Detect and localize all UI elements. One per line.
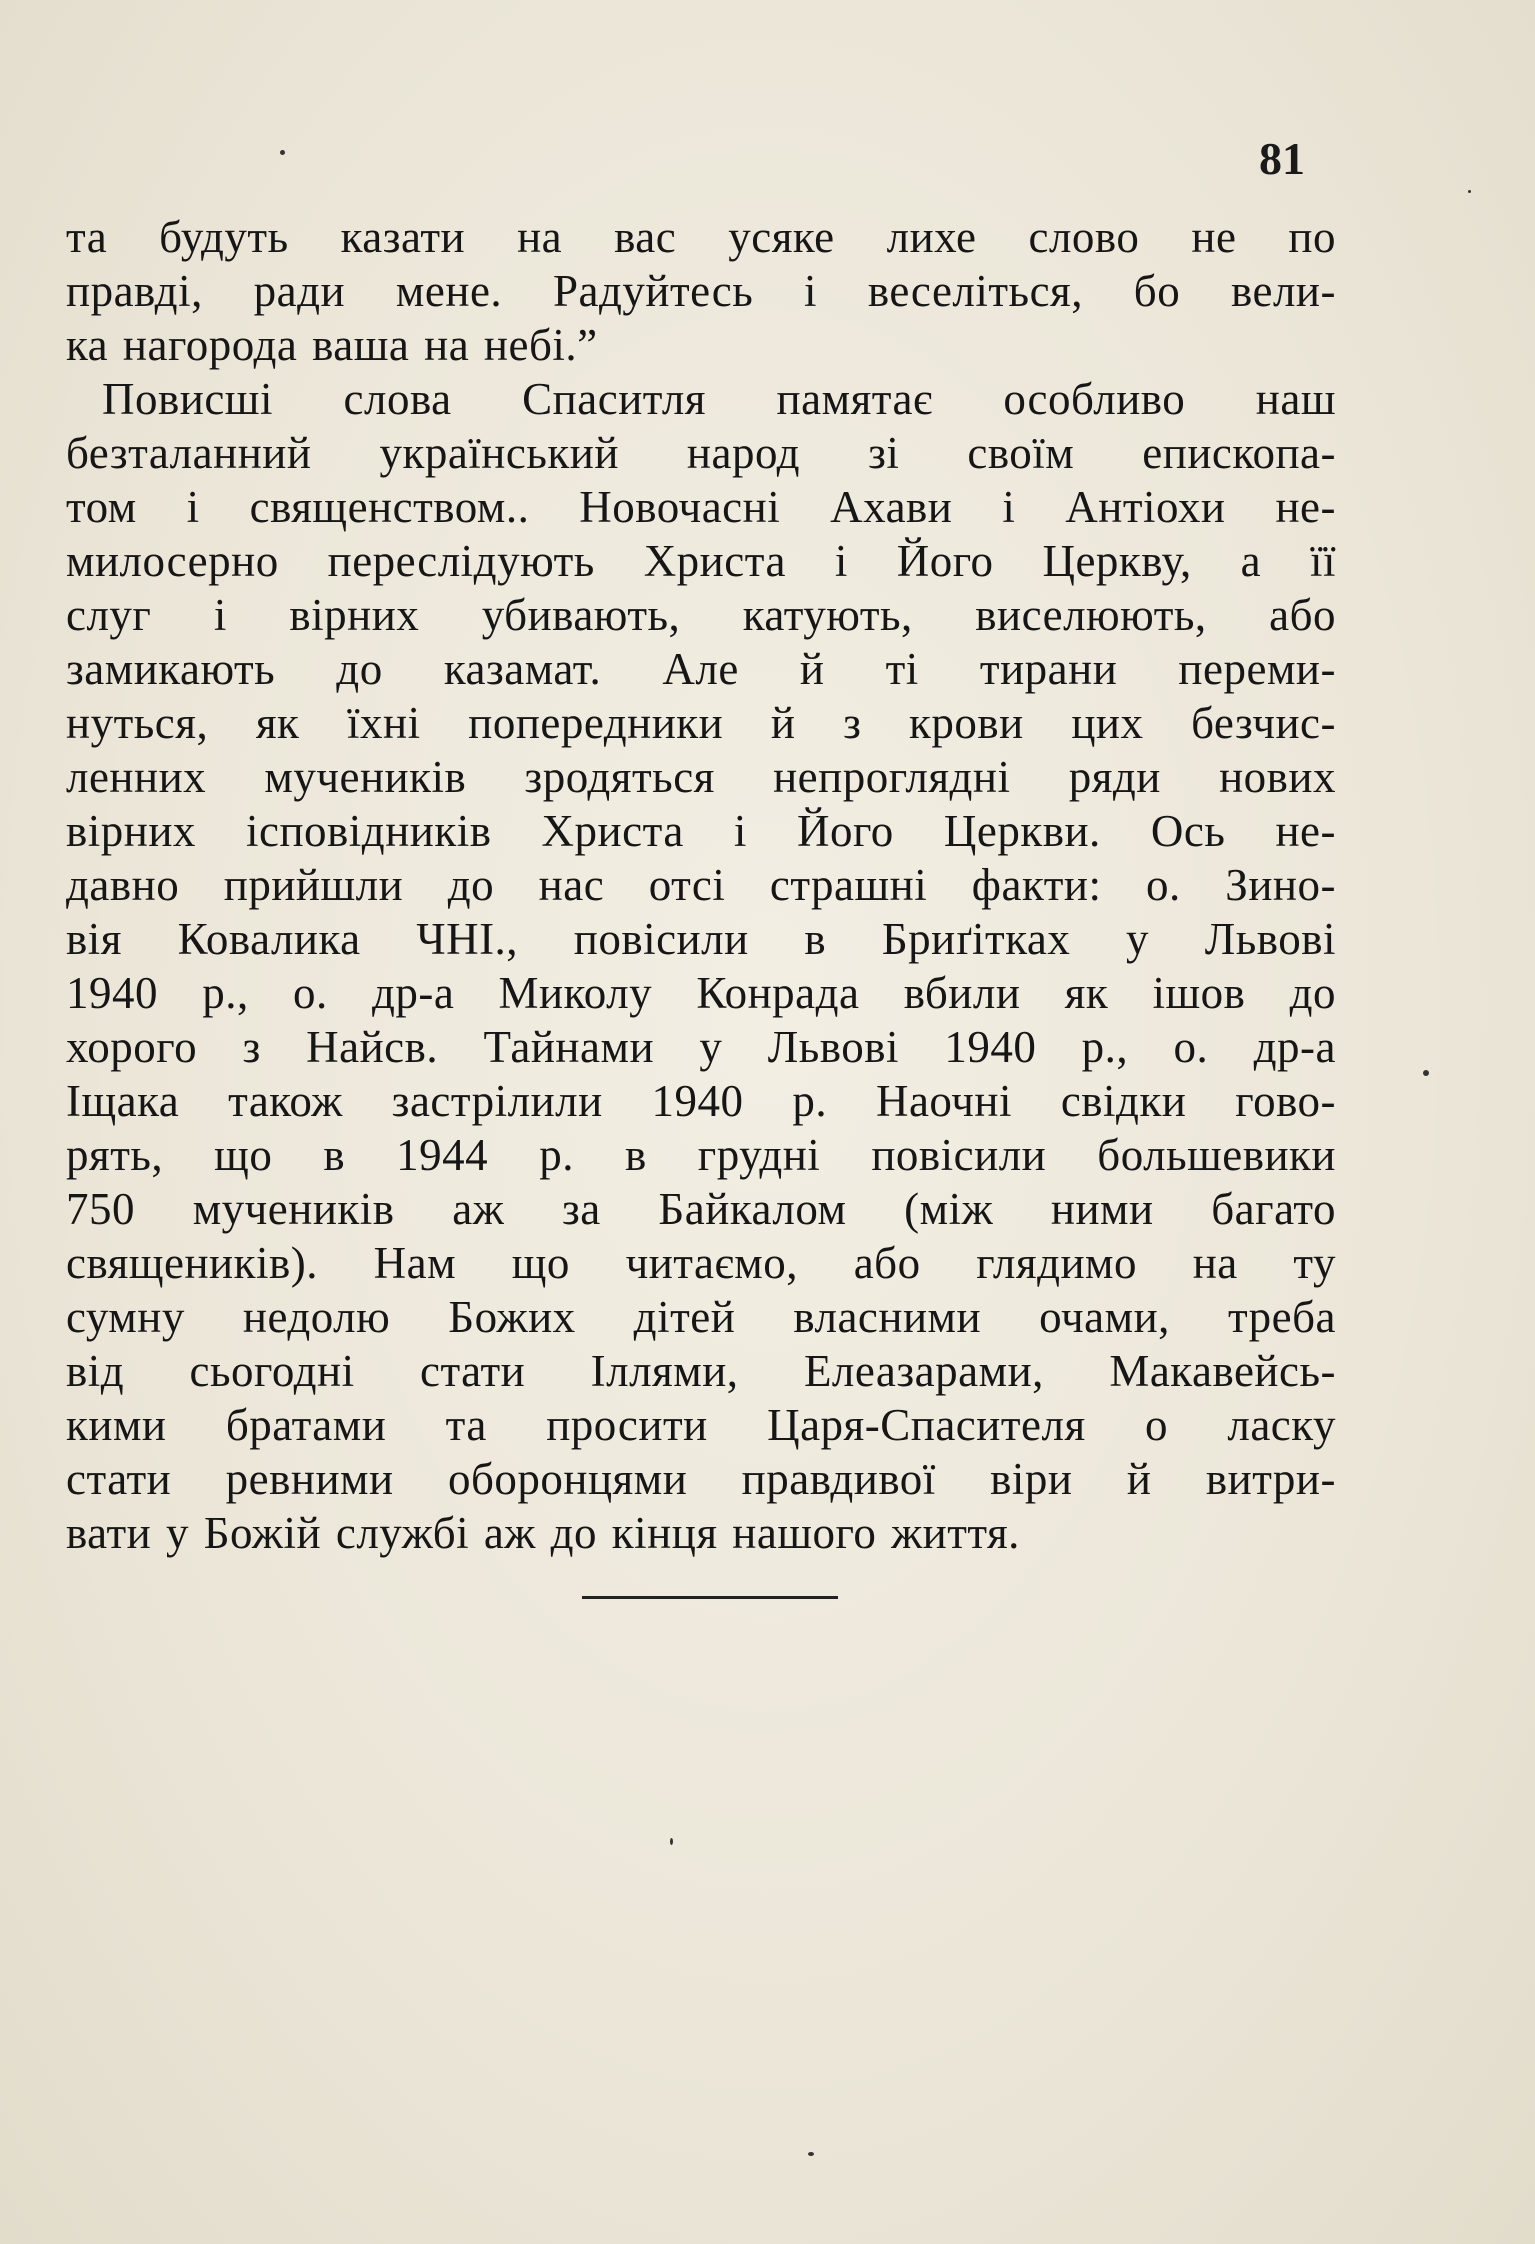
text-line: вати у Божій службі аж до кінця нашого життя.	[66, 1508, 1020, 1558]
text-line: 1940 р., о. др-а Миколу Конрада вбили як ішов до	[66, 968, 1336, 1018]
text-line: нуться, як їхні попередники й з крови цих безчис-	[66, 698, 1336, 748]
section-divider	[582, 1596, 838, 1599]
text-line: безталанний український народ зі своїм епископа-	[66, 428, 1336, 478]
text-line: рять, що в 1944 р. в грудні повісили большевики	[66, 1130, 1336, 1180]
paper-speck	[280, 150, 285, 155]
text-line: від сьогодні стати Іллями, Елеазарами, Макавейсь-	[66, 1346, 1336, 1396]
text-line: милосерно переслідують Христа і Його Церкву, а її	[66, 536, 1336, 586]
paper-speck	[808, 2152, 814, 2156]
text-line: правді, ради мене. Радуйтесь і веселіться, бо вели-	[66, 266, 1336, 316]
text-line: та будуть казати на вас усяке лихе слово не по	[66, 212, 1336, 262]
text-line: вірних ісповідників Христа і Його Церкви. Ось не-	[66, 806, 1336, 856]
text-line: Іщака також застрілили 1940 р. Наочні свідки гово-	[66, 1076, 1336, 1126]
text-line: сумну недолю Божих дітей власними очами, треба	[66, 1292, 1336, 1342]
text-line: ка нагорода ваша на небі.”	[66, 320, 598, 370]
text-line: кими братами та просити Царя-Спасителя о ласку	[66, 1400, 1336, 1450]
text-line: слуг і вірних убивають, катують, виселюють, або	[66, 590, 1336, 640]
text-line: Повисші слова Спаситля памятає особливо наш	[102, 374, 1336, 424]
text-line: том і священством.. Новочасні Ахави і Антіохи не-	[66, 482, 1336, 532]
paper-speck	[1423, 1070, 1429, 1076]
paper-speck	[670, 1838, 673, 1845]
body-text	[66, 210, 1336, 1560]
text-line: стати ревними оборонцями правдивої віри й витри-	[66, 1454, 1336, 1504]
page-number: 81	[1259, 133, 1305, 184]
text-line: 750 мучеників аж за Байкалом (між ними багато	[66, 1184, 1336, 1234]
paper-speck	[1468, 190, 1471, 193]
text-line: вія Ковалика ЧНІ., повісили в Бриґітках у Львові	[66, 914, 1336, 964]
text-line: замикають до казамат. Але й ті тирани переми-	[66, 644, 1336, 694]
text-line: давно прийшли до нас отсі страшні факти: о. Зино-	[66, 860, 1336, 910]
text-line: ленних мучеників зродяться непроглядні ряди нових	[66, 752, 1336, 802]
text-line: священиків). Нам що читаємо, або глядимо на ту	[66, 1238, 1336, 1288]
text-line: хорого з Найсв. Тайнами у Львові 1940 р., о. др-а	[66, 1022, 1336, 1072]
